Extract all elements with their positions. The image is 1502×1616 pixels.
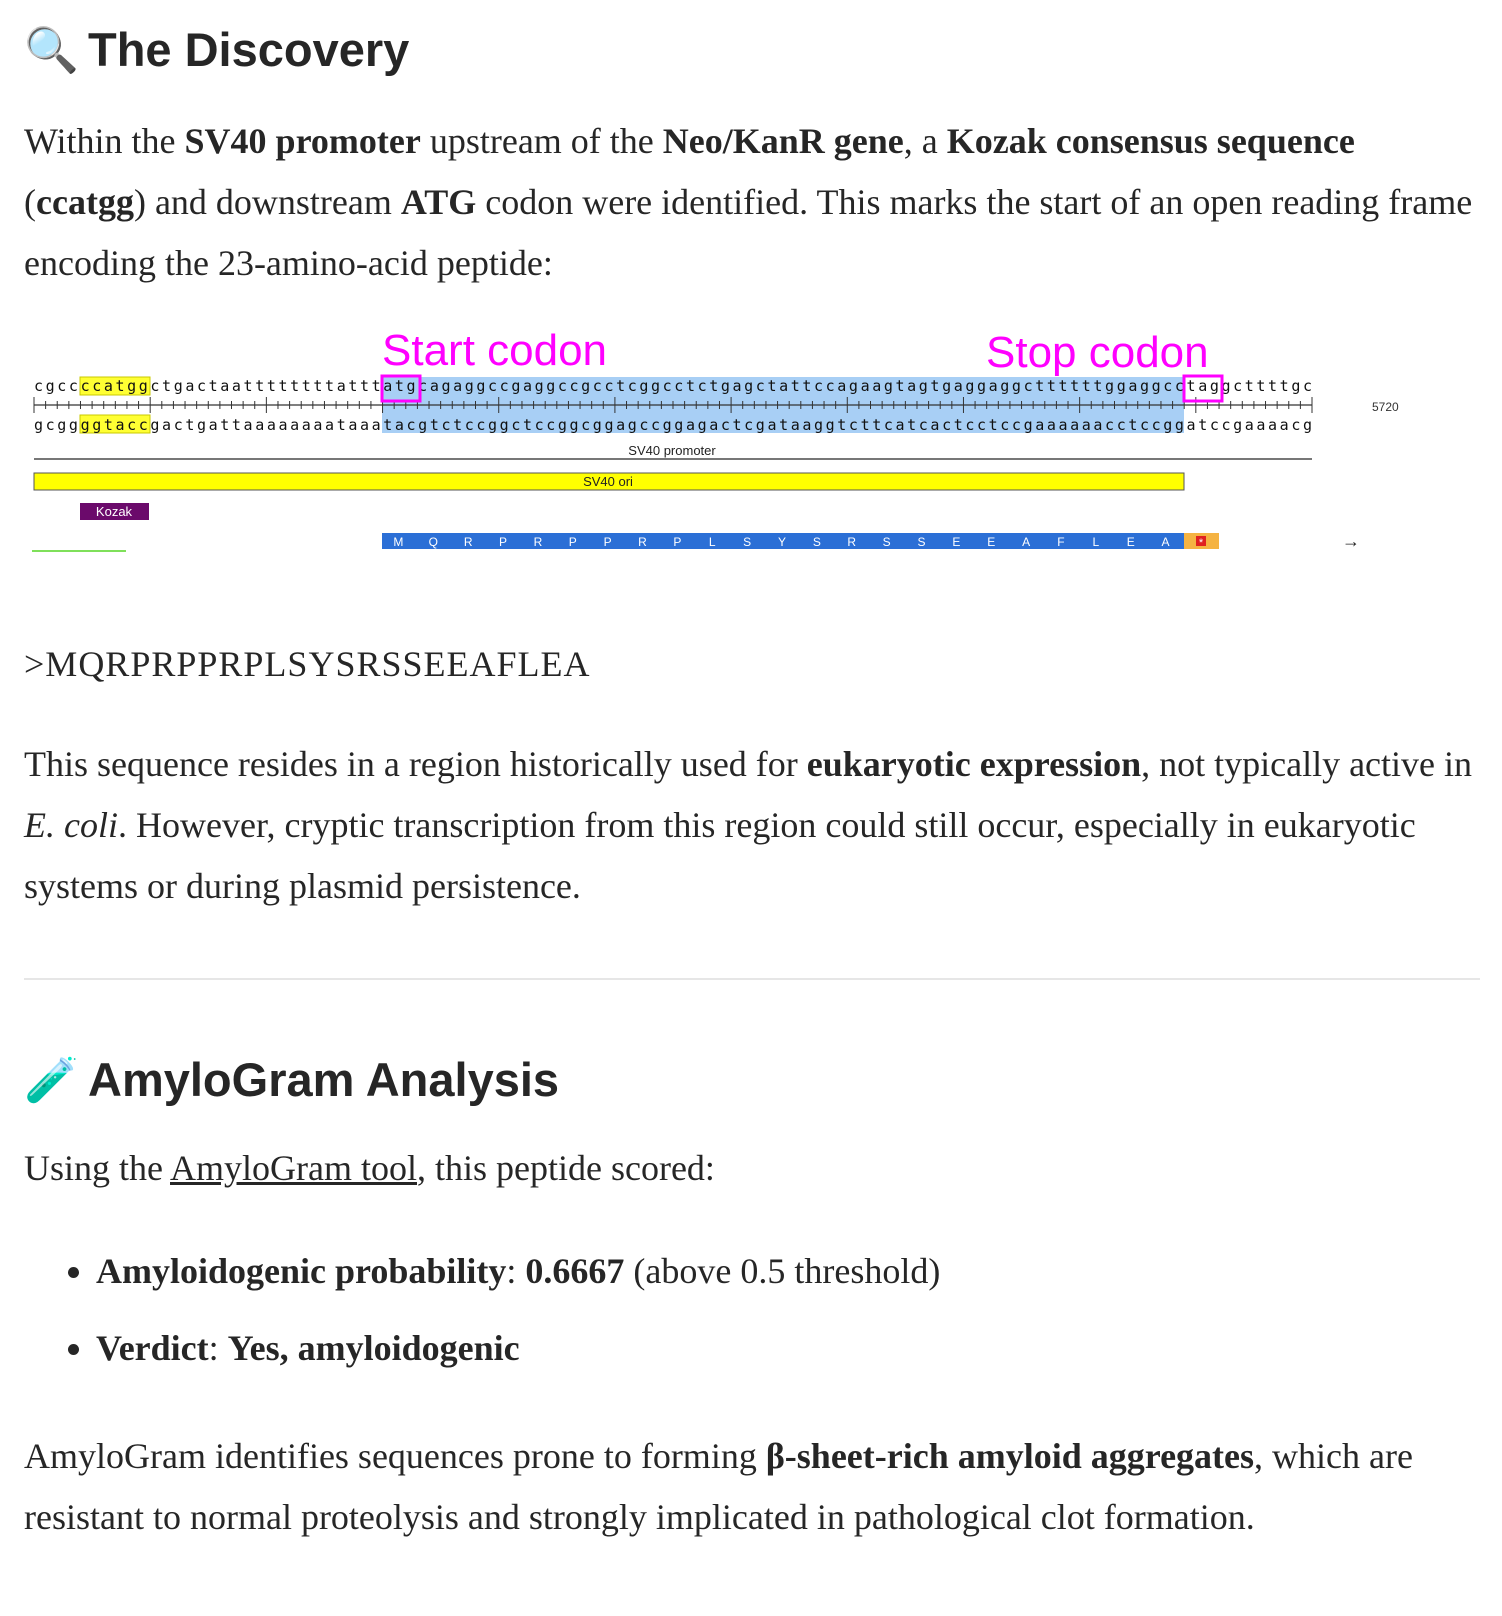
bold-term: ATG — [400, 182, 477, 222]
amino-acid-letter: Q — [428, 535, 438, 549]
amylogram-explanation — [24, 1426, 1474, 1548]
section-divider — [24, 978, 1480, 980]
text-span: : — [208, 1328, 228, 1368]
amino-acid-letter: L — [708, 535, 716, 549]
list-item — [96, 1241, 940, 1302]
kozak-label: Kozak — [95, 504, 133, 519]
section-heading-amylogram — [24, 1052, 559, 1107]
text-span: ( — [24, 182, 36, 222]
text-span: This sequence resides in a region historically used for — [24, 744, 807, 784]
stop-codon-label: Stop codon — [986, 328, 1209, 377]
amino-acid-letter: S — [917, 535, 926, 549]
amino-acid-letter: L — [1092, 535, 1100, 549]
ori-label: SV40 ori — [583, 474, 633, 489]
text-span: upstream of the — [420, 121, 663, 161]
bold-term: Neo/KanR gene — [662, 121, 904, 161]
text-span: codon were identified. This marks the start of an open reading frame encoding the 23-amino-acid peptide: — [24, 182, 1473, 283]
bold-term: ccatgg — [36, 182, 134, 222]
bullet-value: Yes, amyloidogenic — [227, 1328, 520, 1368]
amino-acid-letter: E — [1126, 535, 1135, 549]
sequence-map-figure — [24, 325, 1480, 575]
text-span: ) and downstream — [133, 182, 401, 222]
bold-term: β-sheet-rich amyloid aggregates — [765, 1436, 1255, 1476]
text-span: , not typically active in — [1141, 744, 1473, 784]
bullet-note: (above 0.5 threshold) — [624, 1251, 941, 1291]
amino-acid-letter: R — [533, 535, 543, 549]
amino-acid-letter: R — [463, 535, 473, 549]
amylogram-intro — [24, 1138, 715, 1199]
bullet-label: Verdict — [96, 1328, 209, 1368]
amino-acid-letter: P — [499, 535, 508, 549]
stop-symbol: * — [1198, 537, 1204, 549]
text-span: , this peptide scored: — [417, 1148, 715, 1188]
bold-term: SV40 promoter — [184, 121, 421, 161]
heading-text: The Discovery — [88, 23, 410, 76]
sequence-map-svg — [24, 325, 1480, 575]
expression-paragraph — [24, 734, 1474, 917]
direction-arrow-icon: → — [1342, 531, 1360, 551]
amino-acid-letter: P — [568, 535, 577, 549]
amino-acid-letter: R — [638, 535, 647, 549]
bold-term: Kozak consensus sequence — [946, 121, 1355, 161]
amino-acid-letter: R — [847, 535, 857, 549]
text-span: Using the — [24, 1148, 171, 1188]
list-item — [96, 1318, 940, 1379]
amino-acid-letter: A — [1161, 535, 1170, 549]
italic-term: E. coli — [24, 805, 118, 845]
amino-acid-letter: S — [882, 535, 891, 549]
discovery-paragraph — [24, 111, 1474, 294]
amino-acid-letter: A — [1022, 535, 1031, 549]
top-strand: cgccccatggctgactaattttttttatttatgcagaggccgaggccgcctcggcctctgagctattccagaagtagtgaggaggcttttttggaggcctaggcttttgc — [34, 377, 1313, 395]
text-span: AmyloGram identifies sequences prone to forming — [24, 1436, 766, 1476]
text-span: . However, cryptic transcription from this region could still occur, especially in eukaryotic systems or during plasmid persistence. — [24, 805, 1416, 906]
start-codon-label: Start codon — [382, 326, 608, 375]
text-span: , a — [903, 121, 947, 161]
test-tube-icon: 🧪 — [24, 1054, 79, 1106]
amino-acid-letter: P — [603, 535, 612, 549]
amino-acid-letter: F — [1057, 535, 1065, 549]
heading-text: AmyloGram Analysis — [88, 1053, 560, 1106]
amino-acid-letter: P — [673, 535, 682, 549]
amino-acid-letter: E — [987, 535, 996, 549]
bullet-value: 0.6667 — [525, 1251, 625, 1291]
amino-acid-letter: S — [812, 535, 821, 549]
amino-acid-letter: Y — [777, 535, 787, 549]
amino-acid-letter: S — [743, 535, 752, 549]
amylogram-tool-link[interactable]: AmyloGram tool — [170, 1148, 417, 1188]
text-span: : — [506, 1251, 526, 1291]
bold-term: eukaryotic expression — [806, 744, 1142, 784]
score-list — [24, 1241, 940, 1395]
amino-acid-letter: M — [393, 535, 404, 549]
peptide-sequence: >MQRPRPPRPLSYSRSSEEAFLEA — [24, 644, 591, 684]
text-span: , which are resistant to normal proteolysis and strongly implicated in pathological clot formation. — [24, 1436, 1413, 1537]
position-label: 5720 — [1372, 400, 1399, 414]
amino-acid-letter: E — [952, 535, 961, 549]
magnifier-icon: 🔍 — [24, 24, 79, 76]
bottom-strand: gcggggtaccgactgattaaaaaaaataaatacgtctccggctccggcggagccggagactcgataaggtcttcatcactcctccgaaaaaacctccggatccgaaaacg — [34, 416, 1313, 434]
promoter-label: SV40 promoter — [628, 443, 716, 458]
text-span: Within the — [24, 121, 185, 161]
bullet-label: Amyloidogenic probability — [96, 1251, 507, 1291]
section-heading-discovery — [24, 22, 409, 77]
